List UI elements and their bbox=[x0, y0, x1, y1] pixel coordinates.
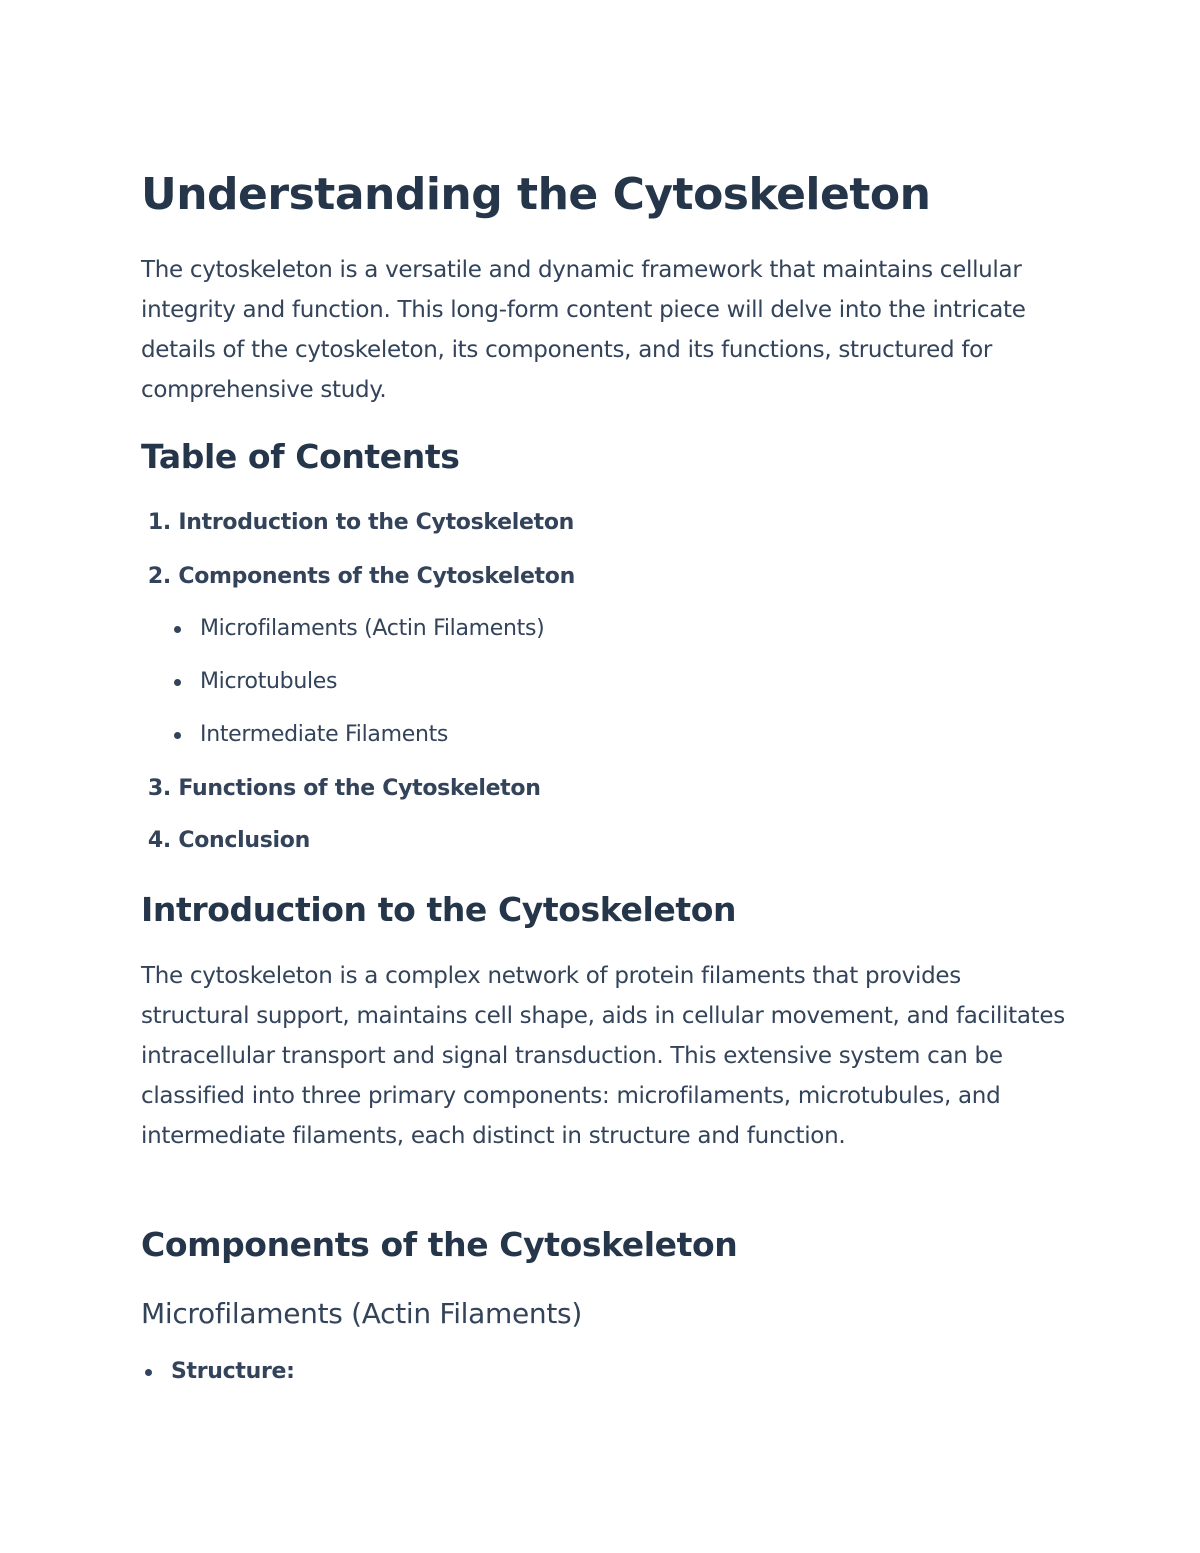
toc-item-label: Conclusion bbox=[178, 828, 310, 853]
toc-subitem-label: Microfilaments (Actin Filaments) bbox=[200, 616, 545, 641]
toc-item-introduction[interactable] bbox=[141, 508, 574, 538]
toc-subitem-label: Microtubules bbox=[200, 669, 338, 694]
toc-subitem-label: Intermediate Filaments bbox=[200, 722, 449, 747]
toc-item-conclusion[interactable] bbox=[141, 826, 310, 856]
structure-label: Structure: bbox=[171, 1359, 295, 1384]
toc-heading: Table of Contents bbox=[141, 437, 460, 476]
toc-item-label: Introduction to the Cytoskeleton bbox=[178, 510, 575, 535]
bullet-dot-icon bbox=[145, 1369, 152, 1376]
structure-bullet bbox=[171, 1357, 295, 1387]
microfilaments-heading: Microfilaments (Actin Filaments) bbox=[141, 1297, 582, 1330]
toc-subitem-microtubules[interactable] bbox=[200, 667, 337, 697]
intro-paragraph: The cytoskeleton is a versatile and dynamic framework that maintains cellular integrity and function. This long-form content piece will delve into the intricate details of the cytoskeleton, its components, and its functions, structured for comprehensive study. bbox=[141, 257, 1026, 403]
toc-item-number: 3. bbox=[147, 776, 171, 801]
toc-subitem-intermediate-filaments[interactable] bbox=[200, 720, 448, 750]
bullet-dot-icon bbox=[174, 679, 181, 686]
toc-item-number: 2. bbox=[147, 564, 171, 589]
page-title: Understanding the Cytoskeleton bbox=[141, 169, 931, 220]
toc-item-number: 1. bbox=[147, 510, 171, 535]
bullet-dot-icon bbox=[174, 626, 181, 633]
toc-item-functions[interactable] bbox=[141, 774, 541, 804]
toc-item-label: Functions of the Cytoskeleton bbox=[178, 776, 541, 801]
toc-item-components[interactable] bbox=[141, 562, 575, 592]
toc-subitem-microfilaments[interactable] bbox=[200, 614, 544, 644]
bullet-dot-icon bbox=[174, 732, 181, 739]
toc-item-number: 4. bbox=[147, 828, 171, 853]
introduction-paragraph: The cytoskeleton is a complex network of protein filaments that provides structural support, maintains cell shape, aids in cellular movement, and facilitates intracellular transport and signal transduction. This extensive system can be classified into three primary components: microfilaments, microtubules, and intermediate filaments, each distinct in structure and function. bbox=[141, 963, 1065, 1149]
toc-item-label: Components of the Cytoskeleton bbox=[178, 564, 575, 589]
introduction-heading: Introduction to the Cytoskeleton bbox=[141, 890, 737, 929]
components-heading: Components of the Cytoskeleton bbox=[141, 1225, 738, 1264]
